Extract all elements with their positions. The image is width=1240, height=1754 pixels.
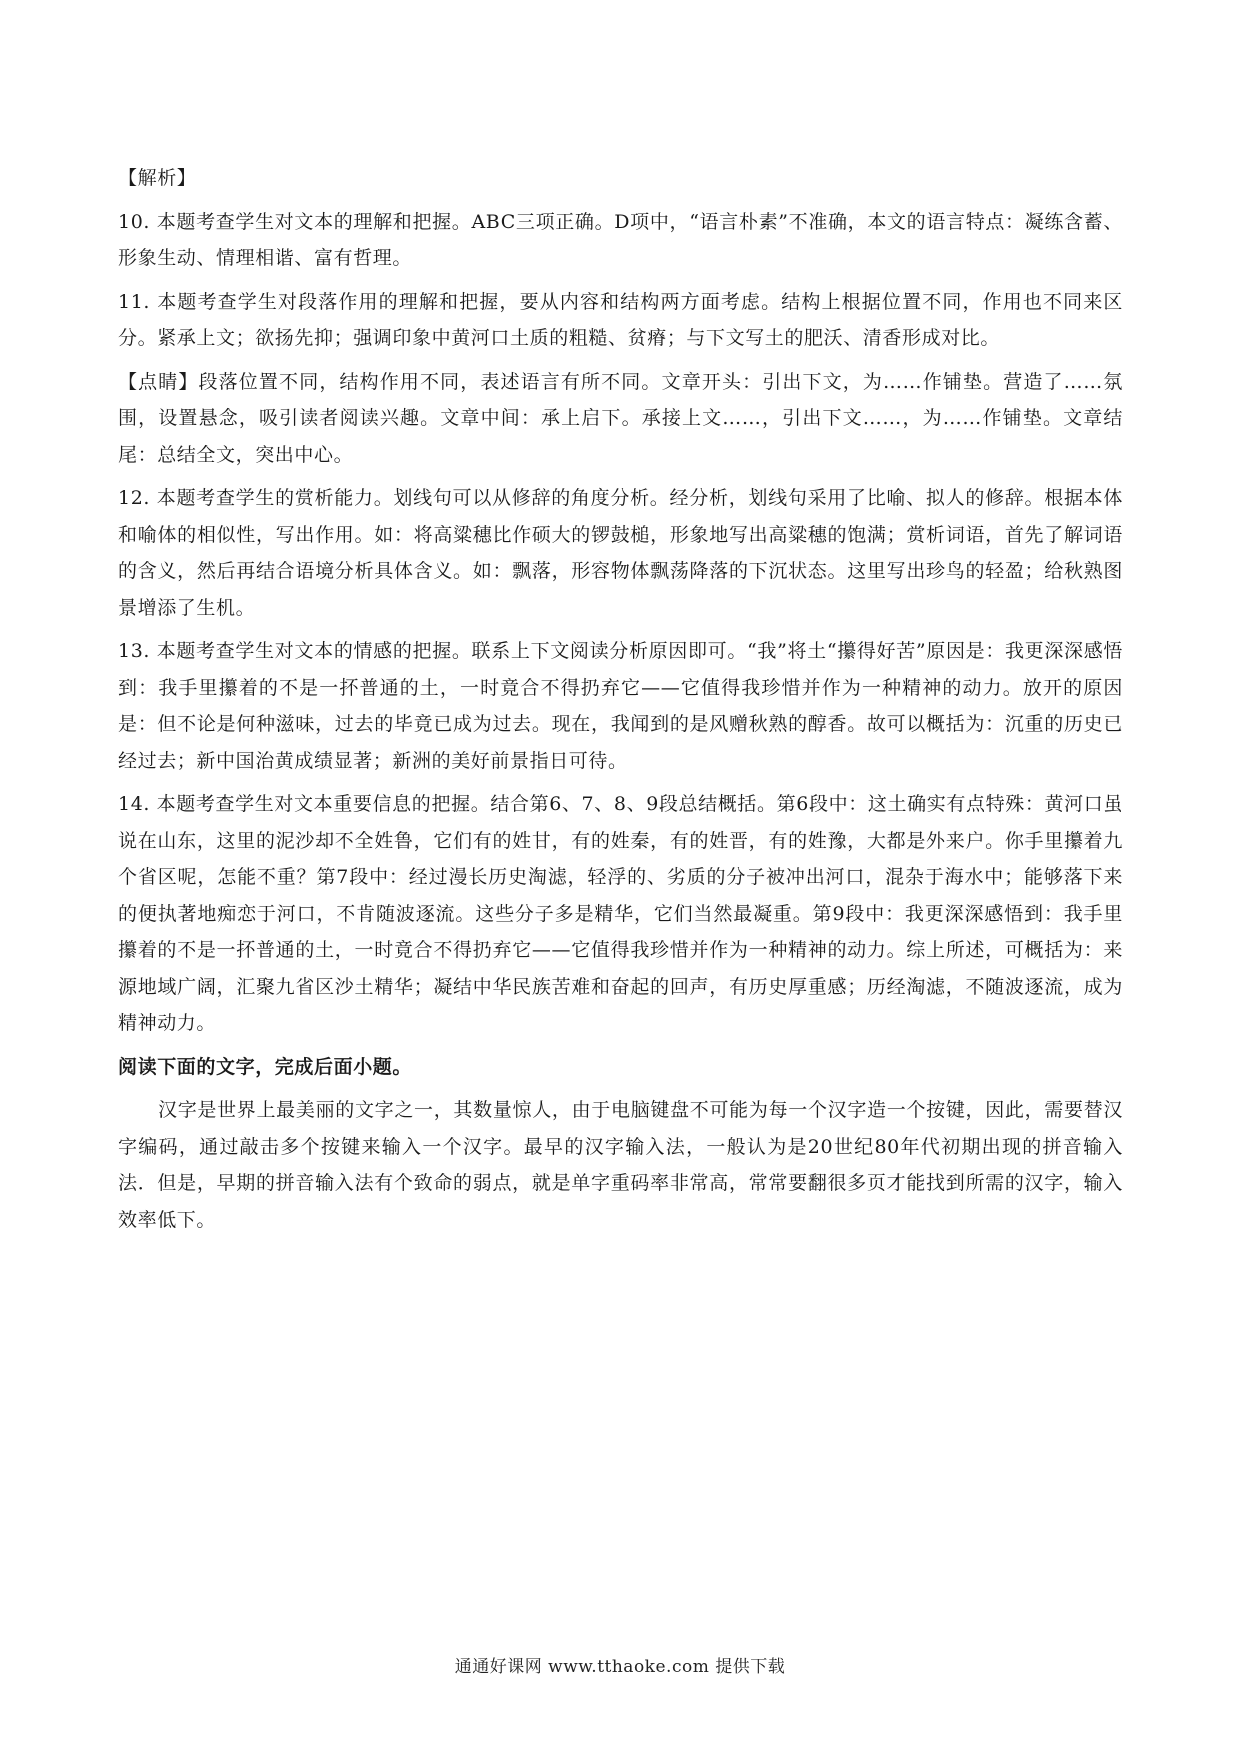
analysis-item-13: 13. 本题考查学生对文本的情感的把握。联系上下文阅读分析原因即可。“我”将土“攥得好苦”原因是：我更深深感悟到：我手里攥着的不是一抔普通的土，一时竟合不得扔弃它——它值得我珍惜并作为一种精神的动力。放开的原因是：但不论是何种滋味，过去的毕竟已成为过去。现在，我闻到的是风赠秋熟的醇香。故可以概括为：沉重的历史已经过去；新中国治黄成绩显著；新洲的美好前景指日可待。 [118,640,1123,772]
analysis-item-10: 10. 本题考查学生对文本的理解和把握。ABC三项正确。D项中，“语言朴素”不准确，本文的语言特点：凝练含蓄、形象生动、情理相谐、富有哲理。 [118,210,1123,269]
page-footer: 通通好课网 www.tthaoke.com 提供下载 [454,1657,786,1677]
analysis-heading: 【解析】 [118,167,197,189]
reading-instruction: 阅读下面的文字，完成后面小题。 [118,1055,413,1078]
tip-text: 段落位置不同，结构作用不同，表述语言有所不同。文章开头：引出下文，为……作铺垫。营造了……氛围，设置悬念，吸引读者阅读兴趣。文章中间：承上启下。承接上文……，引出下文……，为……作铺垫。文章结尾：总结全文，突出中心。 [118,370,1123,466]
analysis-item-12: 12. 本题考查学生的赏析能力。划线句可以从修辞的角度分析。经分析，划线句采用了比喻、拟人的修辞。根据本体和喻体的相似性，写出作用。如：将高粱穗比作硕大的锣鼓槌，形象地写出高粱穗的饱满；赏析词语，首先了解词语的含义，然后再结合语境分析具体含义。如：飘落，形容物体飘荡降落的下沉状态。这里写出珍鸟的轻盈；给秋熟图景增添了生机。 [118,487,1123,619]
reading-passage-paragraph: 汉字是世界上最美丽的文字之一，其数量惊人，由于电脑键盘不可能为每一个汉字造一个按键，因此，需要替汉字编码，通过敲击多个按键来输入一个汉字。最早的汉字输入法，一般认为是20世纪80年代初期出现的拼音输入法．但是，早期的拼音输入法有个致命的弱点，就是单字重码率非常高，常常要翻很多页才能找到所需的汉字，输入效率低下。 [118,1099,1123,1231]
tip-tag: 【点睛】 [118,370,199,393]
analysis-item-14: 14. 本题考查学生对文本重要信息的把握。结合第6、7、8、9段总结概括。第6段中：这土确实有点特殊：黄河口虽说在山东，这里的泥沙却不全姓鲁，它们有的姓甘，有的姓秦，有的姓晋，有的姓豫，大都是外来户。你手里攥着九个省区呢，怎能不重？第7段中：经过漫长历史淘滤，轻浮的、劣质的分子被冲出河口，混杂于海水中；能够落下来的便执著地痴恋于河口，不肯随波逐流。这些分子多是精华，它们当然最凝重。第9段中：我更深深感悟到：我手里攥着的不是一抔普通的土，一时竟合不得扔弃它——它值得我珍惜并作为一种精神的动力。综上所述，可概括为：来源地域广阔，汇聚九省区沙土精华；凝结中华民族苦难和奋起的回声，有历史厚重感；历经淘滤，不随波逐流，成为精神动力。 [118,793,1123,1034]
analysis-item-11: 11. 本题考查学生对段落作用的理解和把握，要从内容和结构两方面考虑。结构上根据位置不同，作用也不同来区分。紧承上文；欲扬先抑；强调印象中黄河口土质的粗糙、贫瘠；与下文写土的肥沃、清香形成对比。 [118,290,1123,349]
page-content [118,160,1123,1245]
tip-paragraph [118,364,1123,474]
